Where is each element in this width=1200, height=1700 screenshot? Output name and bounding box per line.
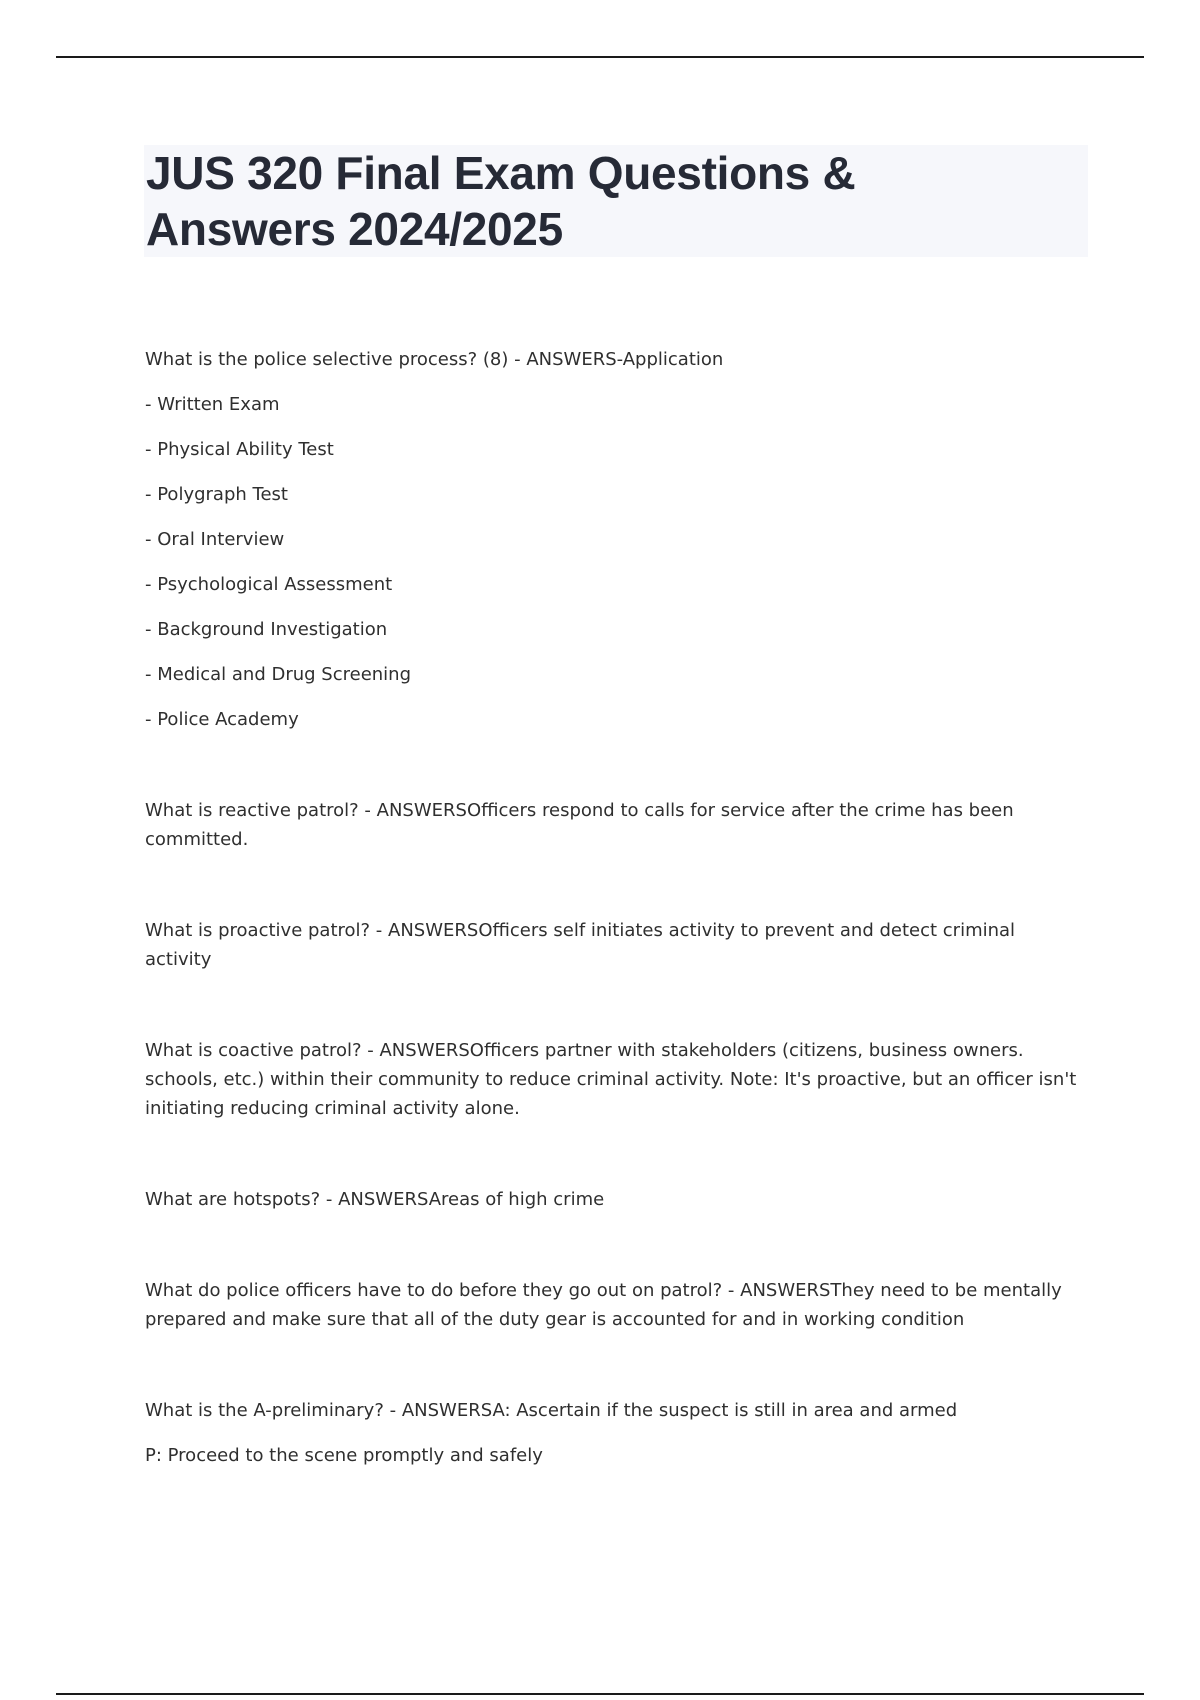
question-hotspots: What are hotspots? - ANSWERSAreas of high crime [145,1189,605,1210]
list-item: - Police Academy [145,709,299,730]
list-item: - Written Exam [145,394,280,415]
list-item: - Background Investigation [145,619,388,640]
bottom-divider [56,1693,1144,1695]
top-divider [56,56,1144,58]
question-before-patrol: What do police officers have to do before they go out on patrol? - ANSWERSThey need to be mentally prepared and make sure that all of the duty gear is accounted for and in working condition [145,1280,1062,1330]
title-line-1: JUS 320 Final Exam Questions & [146,147,856,199]
list-item: - Medical and Drug Screening [145,664,412,685]
document-title [144,145,1088,257]
title-line-2: Answers 2024/2025 [146,203,563,255]
question-coactive-patrol: What is coactive patrol? - ANSWERSOfficers partner with stakeholders (citizens, business owners. schools, etc.) within their community to reduce criminal activity. Note: It's proactive, but an officer isn't initiating reducing criminal activity alone. [145,1040,1077,1119]
list-item: - Psychological Assessment [145,574,393,595]
title-block [144,145,1088,257]
question-proactive-patrol: What is proactive patrol? - ANSWERSOfficers self initiates activity to prevent and detect criminal activity [145,920,1016,970]
list-item: - Polygraph Test [145,484,288,505]
question-reactive-patrol: What is reactive patrol? - ANSWERSOfficers respond to calls for service after the crime has been committed. [145,800,1014,850]
question-selective-process: What is the police selective process? (8) - ANSWERS-Application [145,349,724,370]
list-item: P: Proceed to the scene promptly and safely [145,1445,543,1466]
list-item: - Physical Ability Test [145,439,334,460]
qa-content [145,345,1085,1470]
question-a-preliminary: What is the A-preliminary? - ANSWERSA: Ascertain if the suspect is still in area and armed [145,1400,958,1421]
list-item: - Oral Interview [145,529,285,550]
